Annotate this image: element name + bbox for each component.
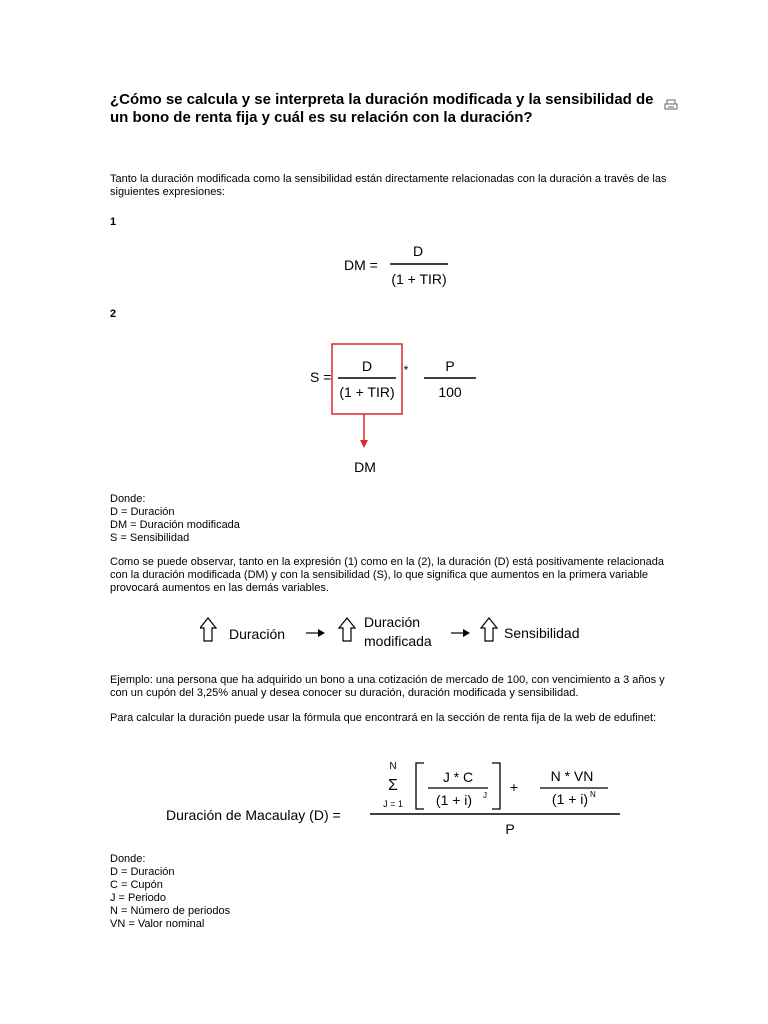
macaulay-sum-top: N [389,761,397,772]
right-arrow-icon [306,629,325,637]
formula-2-times: * [403,363,409,377]
legend-2-heading: Donde: [110,853,146,865]
formula-2-numerator2: P [445,358,455,374]
formula-1-number: 1 [110,216,117,228]
legend-1 [110,493,670,545]
flow-item-1: Duración [229,626,286,642]
flow-item-2-line-1: Duración [364,614,421,630]
explanation-text: Como se puede observar, tanto en la expresión (1) como en la (2), la duración (D) está positivamente relacionada con la duración modificada (DM) y con la sensibilidad (S), lo que significa que aumentos en la primera variable provocará aumentos en las demás variables. [110,556,664,594]
macaulay-lhs: Duración de Macaulay (D) = [166,807,341,823]
right-arrow-icon [451,629,470,637]
formula-2-number: 2 [110,308,117,320]
legend-2-item: VN = Valor nominal [110,918,205,930]
printer-icon[interactable] [664,98,678,110]
macaulay-term2-den: (1 + i) [551,791,589,807]
formula-2-lhs: S = [310,369,332,385]
formula-1-lhs: DM = [344,257,378,273]
macaulay-denominator: P [505,821,515,837]
calc-intro-text: Para calcular la duración puede usar la fórmula que encontrará en la sección de renta fija de la web de edufinet: [110,712,657,724]
formula-2-highlight-box [332,344,402,414]
example-text: Ejemplo: una persona que ha adquirido un bono a una cotización de mercado de 100, con vencimiento a 3 años y con un cupón del 3,25% anual y desea conocer su duración, duración modificada y sensibilidad. [110,674,665,699]
legend-1-item: DM = Duración modificada [110,519,240,531]
legend-2-item: N = Número de periodos [110,905,231,917]
macaulay-term1-exp: J [483,791,487,800]
legend-1-heading: Donde: [110,493,146,505]
left-bracket [416,763,424,809]
flow-diagram [200,608,600,658]
macaulay-term2-exp: N [590,790,596,799]
formula-2-denominator: (1 + TIR) [339,384,395,400]
page-title: ¿Cómo se calcula y se interpreta la duración modificada y la sensibilidad de un bono de renta fija y cuál es su relación con la duración? [110,91,654,126]
macaulay-term2-num: N * VN [550,768,594,784]
intro-text: Tanto la duración modificada como la sensibilidad están directamente relacionadas con la duración a través de las siguientes expresiones: [110,173,667,198]
up-arrow-icon [339,618,355,641]
macaulay-plus: + [509,779,519,795]
legend-1-item: D = Duración [110,506,175,518]
legend-2-item: J = Periodo [110,892,166,904]
formula-2-denominator2: 100 [438,384,462,400]
flow-item-2-line-2: modificada [364,633,432,649]
formula-1-denominator: (1 + TIR) [391,271,447,287]
formula-2-arrow-label: DM [354,459,376,475]
formula-1-numerator: D [412,243,424,259]
flow-item-3: Sensibilidad [504,625,580,641]
legend-2-item: D = Duración [110,866,175,878]
formula-2 [300,342,490,482]
up-arrow-icon [200,618,216,641]
formula-2-numerator: D [361,358,373,374]
macaulay-term1-num: J * C [442,769,474,785]
legend-2 [110,853,670,931]
macaulay-sum-bottom: J = 1 [383,799,403,809]
up-arrow-icon [481,618,497,641]
formula-1 [330,240,470,292]
macaulay-formula [160,755,640,847]
legend-1-item: S = Sensibilidad [110,532,190,544]
macaulay-term1-den: (1 + i) [435,792,473,808]
down-arrow-icon [360,440,368,448]
right-bracket [492,763,500,809]
legend-2-item: C = Cupón [110,879,163,891]
macaulay-sum-symbol: Σ [388,777,398,794]
